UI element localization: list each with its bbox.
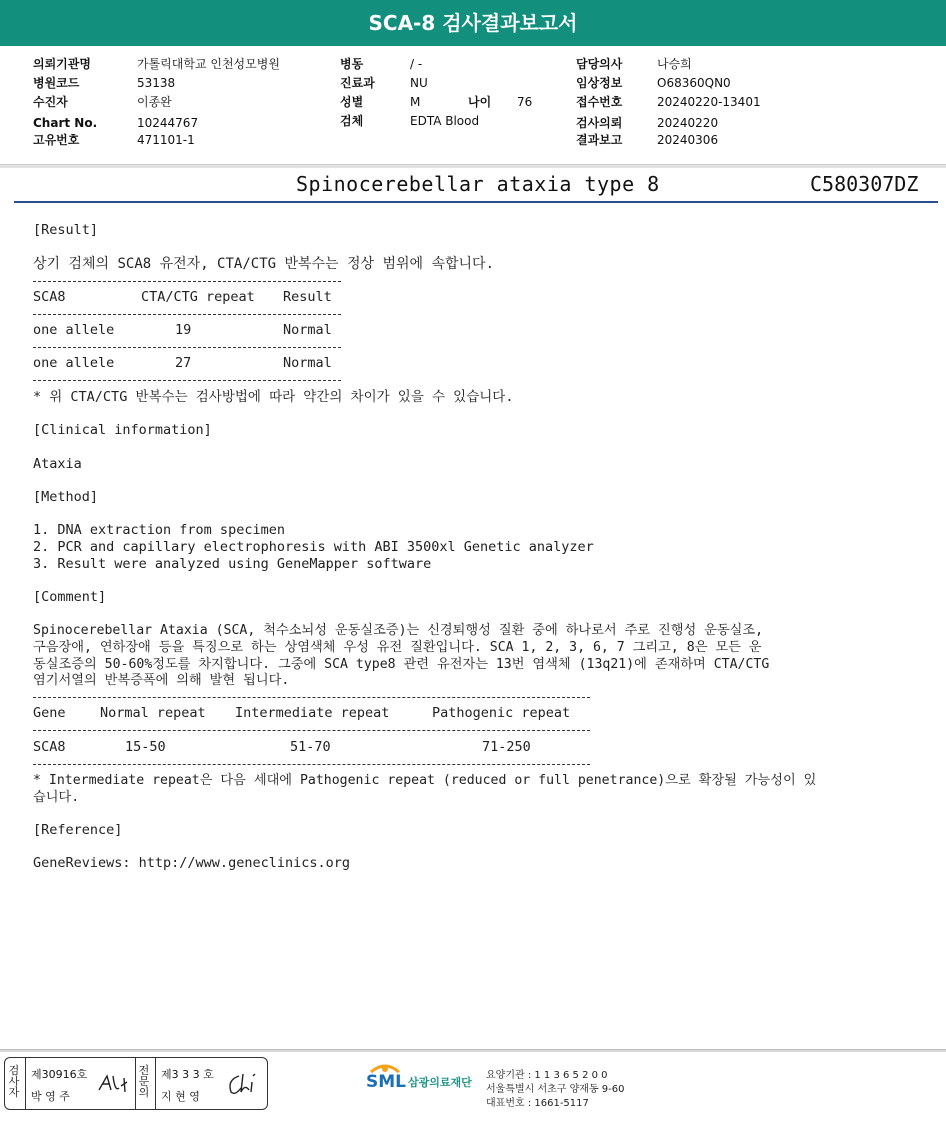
hdr-value-department: NU (410, 76, 428, 90)
hdr-label-receipt-no: 접수번호 (576, 95, 623, 109)
comment-line: 염기서열의 반복증폭에 의해 발현 됩니다. (33, 673, 290, 688)
result-row-1-result: Normal (283, 322, 332, 338)
hdr-value-patient: 이종완 (137, 95, 172, 109)
signature-box (4, 1057, 268, 1110)
hdr-label-clinical-info: 임상정보 (576, 76, 623, 90)
stamp-divider (155, 1058, 156, 1109)
specialist-name: 지 현 영 (161, 1090, 200, 1103)
hdr-label-specimen: 검체 (340, 114, 364, 128)
report-title: SCA-8 검사결과보고서 (0, 0, 946, 46)
hdr-value-ward: / - (410, 57, 423, 71)
repeat-header-gene: Gene (33, 705, 66, 721)
org-address: 서울특별시 서초구 양재동 9-60 (486, 1084, 625, 1095)
clinical-text: Ataxia (33, 456, 82, 472)
examiner-label: 검 사 자 (8, 1064, 20, 1099)
repeat-header-pathogenic: Pathogenic repeat (432, 705, 571, 721)
hdr-value-request-date: 20240220 (657, 116, 719, 130)
stamp-divider (25, 1058, 26, 1109)
method-item: 3. Result were analyzed using GeneMapper software (33, 556, 432, 572)
method-item: 2. PCR and capillary electrophoresis with ABI 3500xl Genetic analyzer (33, 539, 594, 555)
hdr-label-request-date: 검사의뢰 (576, 116, 623, 130)
repeat-header-intermediate: Intermediate repeat (235, 705, 390, 721)
result-header-gene: SCA8 (33, 289, 66, 305)
repeat-row-gene: SCA8 (33, 739, 66, 755)
hdr-label-age: 나이 (468, 95, 492, 109)
hdr-label-hospital-code: 병원코드 (33, 76, 80, 90)
hdr-value-age: 76 (517, 95, 533, 109)
result-header-result: Result (283, 289, 332, 305)
org-name: 삼광의료재단 (408, 1076, 472, 1089)
hdr-label-report-date: 결과보고 (576, 133, 623, 147)
hdr-value-unique-id: 471101-1 (137, 133, 195, 147)
hdr-value-hospital-code: 53138 (137, 76, 176, 90)
clinical-heading: [Clinical information] (33, 422, 212, 438)
hdr-value-physician: 나승희 (657, 57, 692, 71)
table-divider (33, 281, 341, 282)
hdr-value-sex: M (410, 95, 421, 109)
repeat-note-line: 습니다. (33, 790, 80, 805)
comment-line: 동실조증의 50-60%정도를 차지합니다. 그중에 SCA type8 관련 유전자는 13번 염색체 (13q21)에 존재하며 CTA/CTG (33, 657, 770, 672)
repeat-note-line: * Intermediate repeat은 다음 세대에 Pathogenic repeat (reduced or full penetrance)으로 확장될 가능성이 있 (33, 773, 817, 788)
hdr-value-clinical-info: O68360QN0 (657, 76, 731, 90)
hdr-label-chart-no: Chart No. (33, 116, 98, 130)
comment-heading: [Comment] (33, 589, 107, 605)
hdr-label-institution: 의뢰기관명 (33, 57, 91, 71)
hdr-label-physician: 담당의사 (576, 57, 623, 71)
result-header-repeat: CTA/CTG repeat (141, 289, 255, 305)
examiner-name: 박 영 주 (31, 1090, 70, 1103)
specialist-number: 제3 3 3 호 (161, 1068, 214, 1081)
result-note: * 위 CTA/CTG 반복수는 검사방법에 따라 약간의 차이가 있을 수 있습니다. (33, 389, 514, 405)
method-heading: [Method] (33, 489, 99, 505)
table-divider (33, 347, 341, 348)
result-summary: 상기 검체의 SCA8 유전자, CTA/CTG 반복수는 정상 범위에 속합니다. (33, 256, 495, 272)
result-row-2-allele: one allele (33, 355, 115, 371)
hdr-label-patient: 수진자 (33, 95, 68, 109)
org-code: 요양기관 : 1 1 3 6 5 2 0 0 (486, 1070, 608, 1081)
header-separator (0, 164, 946, 168)
specialist-label: 전 문 의 (138, 1064, 150, 1099)
table-divider (33, 764, 590, 765)
examiner-number: 제30916호 (31, 1068, 88, 1081)
hdr-label-ward: 병동 (340, 57, 364, 71)
result-heading: [Result] (33, 222, 99, 238)
test-code: C580307DZ (810, 172, 919, 196)
result-row-2-result: Normal (283, 355, 332, 371)
comment-line: 구음장애, 연하장애 등을 특징으로 하는 상염색체 우성 유전 질환입니다. SCA 1, 2, 3, 6, 7 그리고, 8은 모든 운 (33, 640, 762, 655)
hdr-value-chart-no: 10244767 (137, 116, 199, 130)
result-row-2-repeat: 27 (175, 355, 192, 371)
table-divider (33, 380, 341, 381)
test-divider (14, 201, 938, 203)
repeat-row-pathogenic: 71-250 (482, 739, 531, 755)
result-row-1-allele: one allele (33, 322, 115, 338)
test-name: Spinocerebellar ataxia type 8 (296, 172, 660, 196)
method-item: 1. DNA extraction from specimen (33, 522, 285, 538)
examiner-signature (97, 1072, 131, 1096)
footer-separator (0, 1049, 946, 1052)
repeat-header-normal: Normal repeat (100, 705, 206, 721)
table-divider (33, 730, 590, 731)
table-divider (33, 697, 590, 698)
reference-text: GeneReviews: http://www.geneclinics.org (33, 855, 350, 871)
table-divider (33, 314, 341, 315)
reference-heading: [Reference] (33, 822, 123, 838)
hdr-value-specimen: EDTA Blood (410, 114, 480, 128)
org-phone: 대표번호 : 1661-5117 (486, 1098, 589, 1109)
sml-logo-text: SML (366, 1072, 406, 1092)
hdr-label-sex: 성별 (340, 95, 364, 109)
specialist-signature (225, 1070, 261, 1098)
repeat-row-normal: 15-50 (125, 739, 166, 755)
result-row-1-repeat: 19 (175, 322, 192, 338)
hdr-value-receipt-no: 20240220-13401 (657, 95, 761, 109)
hdr-value-report-date: 20240306 (657, 133, 719, 147)
comment-line: Spinocerebellar Ataxia (SCA, 척수소뇌성 운동실조증)는 신경퇴행성 질환 중에 하나로서 주로 진행성 운동실조, (33, 623, 764, 638)
stamp-divider (135, 1058, 136, 1109)
hdr-label-department: 진료과 (340, 76, 375, 90)
hdr-label-unique-id: 고유번호 (33, 133, 80, 147)
repeat-row-intermediate: 51-70 (290, 739, 331, 755)
hdr-value-institution: 가톨릭대학교 인천성모병원 (137, 57, 280, 71)
